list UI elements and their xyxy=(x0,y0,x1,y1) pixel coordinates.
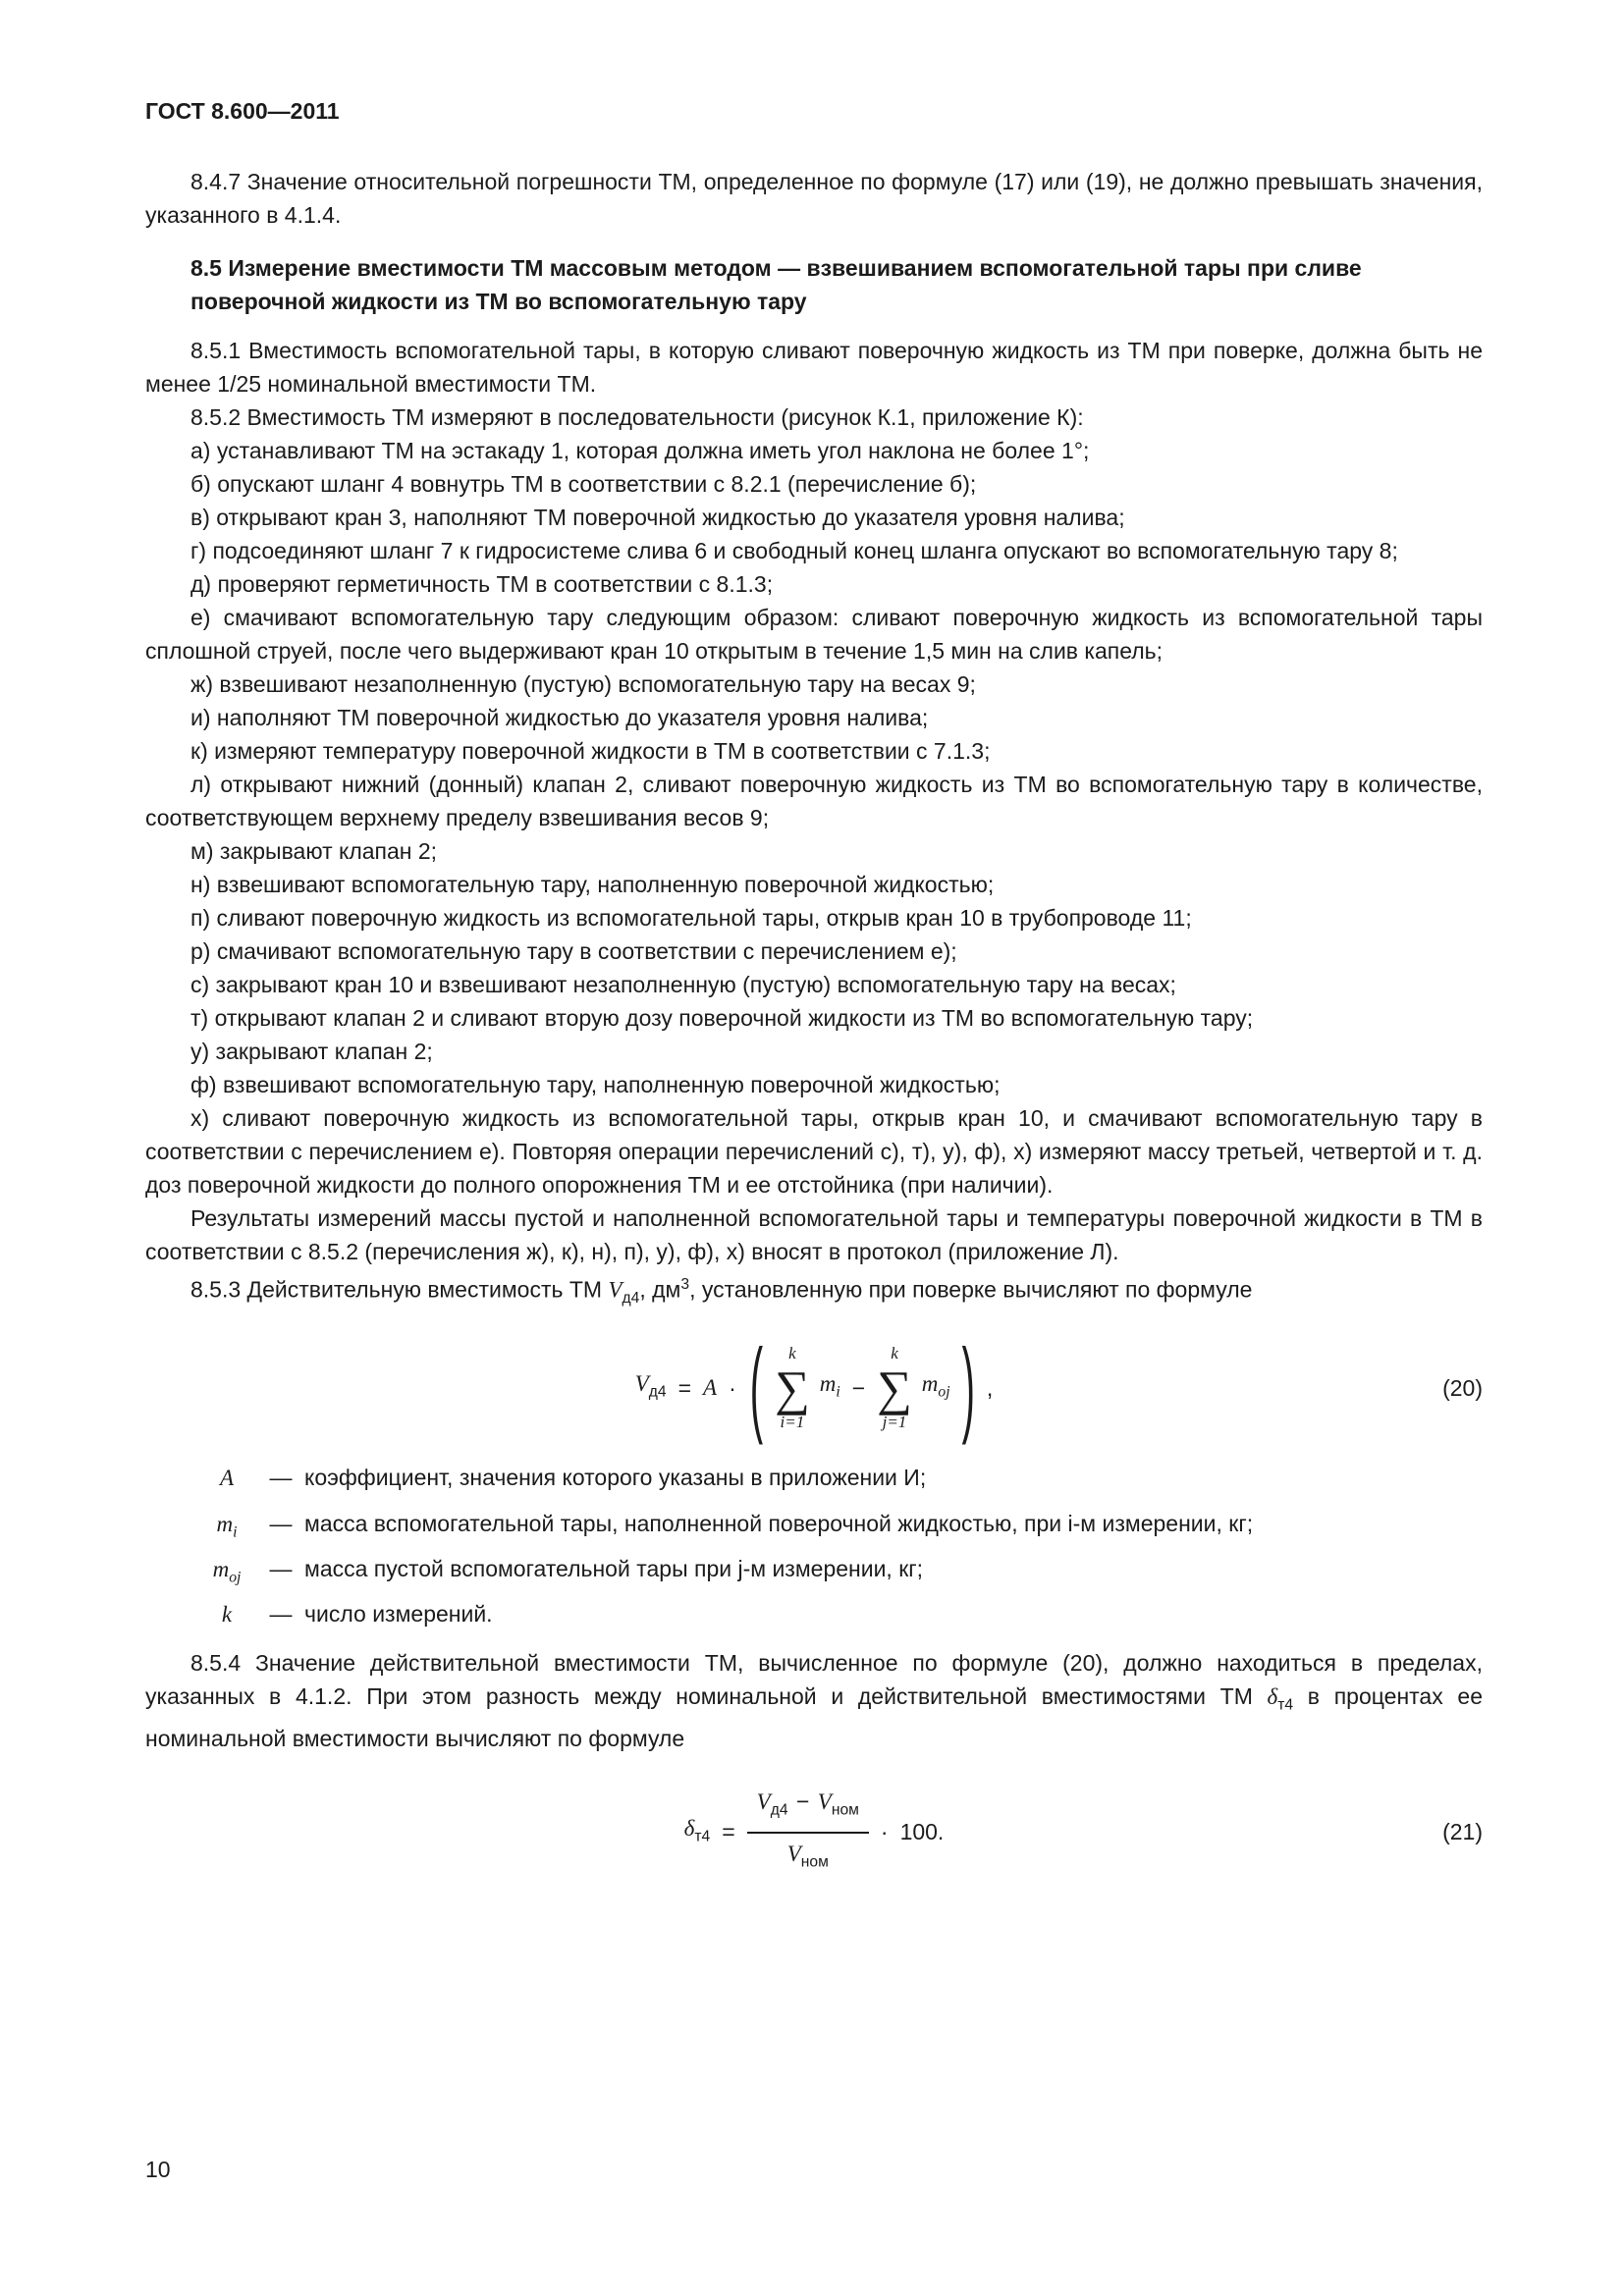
where-term xyxy=(196,1507,257,1549)
list-item-d: д) проверяют герметичность ТМ в соответствии с 8.1.3; xyxy=(190,571,774,597)
list-item-p: п) сливают поверочную жидкость из вспомогательной тары, открыв кран 10 в трубопроводе 11; xyxy=(190,905,1192,931)
math-variable-m: m xyxy=(212,1557,230,1581)
list-item-u: у) закрывают клапан 2; xyxy=(190,1039,433,1064)
list-item-t: т) открывают клапан 2 и сливают вторую дозу поверочной жидкости из ТМ во вспомогательную тару; xyxy=(190,1005,1254,1031)
subscript-t4: т4 xyxy=(694,1828,711,1845)
math-variable-v: V xyxy=(786,1841,801,1866)
math-variable-v: V xyxy=(634,1371,649,1397)
sum-lower-limit: j=1 xyxy=(882,1413,907,1432)
list-item-a: а) устанавливают ТМ на эстакаду 1, которая должна иметь угол наклона не более 1°; xyxy=(190,438,1090,463)
list-item-f: ф) взвешивают вспомогательную тару, наполненную поверочной жидкостью; xyxy=(190,1072,1001,1097)
sigma-symbol: ∑ xyxy=(775,1361,810,1416)
paragraph-8-5-4 xyxy=(145,1646,1483,1755)
dash: — xyxy=(269,1556,293,1581)
formula-21 xyxy=(145,1785,1483,1879)
where-definitions xyxy=(145,1461,1483,1640)
paragraph-8-5-4-text2: в процентах ее номинальной вместимости вычисляют по формуле xyxy=(145,1682,1483,1752)
math-variable-delta: δ xyxy=(683,1815,695,1841)
document-page xyxy=(145,94,1483,1908)
where-term xyxy=(196,1461,257,1503)
paragraph-8-5-4-text: 8.5.4 Значение действительной вместимости ТМ, вычисленное по формуле (20), должно находиться в пределах, указанных в 4.1.2. При этом разность между номинальной и действительной вместимостями ТМ xyxy=(145,1649,1483,1709)
list-item-h: х) сливают поверочную жидкость из вспомогательной тары, открыв кран 10, и смачивают вспомогательную тару в соответствии с перечислением е). Повторяя операции перечислений с), т), у), ф), х) измеряют массу третьей, четвертой и т. д. доз поверочной жидкости до полного опорожнения ТМ и ее отстойника (при наличии). xyxy=(145,1105,1483,1198)
math-variable-v: V xyxy=(756,1789,771,1815)
summation-2 xyxy=(877,1345,912,1431)
where-row xyxy=(145,1597,1483,1639)
subscript-nom: ном xyxy=(800,1853,829,1871)
where-description: масса пустой вспомогательной тары при j-м измерении, кг; xyxy=(304,1556,924,1581)
list-item-v: в) открывают кран 3, наполняют ТМ поверочной жидкостью до указателя уровня налива; xyxy=(190,505,1125,530)
equals-sign: = xyxy=(677,1375,692,1402)
section-heading-8-5: 8.5 Измерение вместимости ТМ массовым методом — взвешиванием вспомогательной тары при сливе поверочной жидкости из ТМ во вспомогательную тару xyxy=(190,255,1362,314)
equation-number-21: (21) xyxy=(1442,1819,1483,1845)
list-item-s: с) закрывают кран 10 и взвешивают незаполненную (пустую) вспомогательную тару на весах; xyxy=(190,972,1176,997)
list-item-e: е) смачивают вспомогательную тару следующим образом: сливают поверочную жидкость из вспомогательной тары сплошной струей, после чего выдерживают кран 10 открытым в течение 1,5 мин на слив капель; xyxy=(145,605,1483,664)
multiply-dot: · xyxy=(880,1819,889,1845)
paragraph-8-5-3-text3: , установленную при поверке вычисляют по формуле xyxy=(689,1276,1253,1303)
subscript-oj: oj xyxy=(229,1569,242,1586)
equation-number-20: (20) xyxy=(1442,1375,1483,1402)
multiply-dot: · xyxy=(729,1375,736,1402)
formula-21-lhs xyxy=(684,1811,711,1853)
sum-upper-limit: k xyxy=(788,1344,796,1363)
where-description: коэффициент, значения которого указаны в приложении И; xyxy=(304,1465,927,1491)
where-row xyxy=(145,1461,1483,1503)
subscript-d4: д4 xyxy=(622,1290,640,1308)
formula-20-lhs xyxy=(635,1366,667,1409)
math-variable-m: m xyxy=(921,1371,939,1397)
paragraph-8-5-2: 8.5.2 Вместимость ТМ измеряют в последовательности (рисунок К.1, приложение К): xyxy=(190,404,1084,430)
math-variable-m: m xyxy=(819,1371,837,1397)
paragraph-8-5-3 xyxy=(145,1268,1483,1315)
paragraph-results: Результаты измерений массы пустой и наполненной вспомогательной тары и температуры поверочной жидкости в ТМ в соответствии с 8.5.2 (перечисления ж), к), н), п), у), ф), х) вносят в протокол (приложение Л). xyxy=(145,1205,1483,1264)
math-variable-v: V xyxy=(817,1789,832,1815)
list-item-r: р) смачивают вспомогательную тару в соответствии с перечислением е); xyxy=(190,938,957,964)
minus-sign: − xyxy=(851,1375,866,1402)
sigma-symbol: ∑ xyxy=(877,1361,912,1416)
paragraph-8-5-1: 8.5.1 Вместимость вспомогательной тары, в которую сливают поверочную жидкость из ТМ при поверке, должна быть не менее 1/25 номинальной вместимости ТМ. xyxy=(145,338,1483,397)
list-item-i: и) наполняют ТМ поверочной жидкостью до указателя уровня налива; xyxy=(190,705,929,730)
list-item-k: к) измеряют температуру поверочной жидкости в ТМ в соответствии с 7.1.3; xyxy=(190,738,991,764)
open-paren: ( xyxy=(749,1329,764,1447)
where-description: масса вспомогательной тары, наполненной поверочной жидкостью, при i-м измерении, кг; xyxy=(304,1510,1254,1536)
formula-20-comma: , xyxy=(986,1375,994,1402)
minus-sign: − xyxy=(795,1789,810,1815)
dash: — xyxy=(269,1601,293,1628)
subscript-t4: т4 xyxy=(1277,1696,1294,1714)
formula-20 xyxy=(145,1329,1483,1447)
paragraph-8-5-3-text2: , дм xyxy=(639,1276,681,1303)
formula-21-body xyxy=(234,1785,1394,1879)
sum-upper-limit: k xyxy=(891,1344,898,1363)
paragraph-8-4-7: 8.4.7 Значение относительной погрешности ТМ, определенное по формуле (17) или (19), не должно превышать значения, указанного в 4.1.4. xyxy=(145,169,1483,228)
where-row xyxy=(145,1507,1483,1549)
sum-lower-limit: i=1 xyxy=(780,1413,805,1432)
math-variable-m: m xyxy=(216,1511,234,1536)
formula-21-factor: 100. xyxy=(899,1819,945,1845)
formula-20-term2 xyxy=(922,1366,950,1409)
where-row xyxy=(145,1552,1483,1594)
fraction xyxy=(747,1785,869,1879)
math-variable-v: V xyxy=(608,1277,623,1303)
list-item-l: л) открывают нижний (донный) клапан 2, сливают поверочную жидкость из ТМ во вспомогательную тару в количестве, соответствующем верхнему пределу взвешивания весов 9; xyxy=(145,772,1483,830)
subscript-nom: ном xyxy=(831,1801,859,1819)
where-term xyxy=(196,1597,257,1639)
dash: — xyxy=(269,1510,293,1536)
subscript-d4: д4 xyxy=(648,1383,667,1401)
superscript-3: 3 xyxy=(680,1276,690,1293)
page-number: 10 xyxy=(145,2157,171,2182)
list-item-m: м) закрывают клапан 2; xyxy=(190,838,438,864)
list-item-g: г) подсоединяют шланг 7 к гидросистеме слива 6 и свободный конец шланга опускают во вспомогательную тару 8; xyxy=(190,538,1398,563)
where-term xyxy=(196,1552,257,1594)
formula-20-term1 xyxy=(820,1366,840,1409)
paragraph-8-5-3-text: 8.5.3 Действительную вместимость ТМ xyxy=(190,1276,609,1303)
formula-20-body xyxy=(234,1329,1394,1447)
math-variable-a: A xyxy=(219,1466,235,1491)
close-paren: ) xyxy=(961,1329,975,1447)
equals-sign: = xyxy=(722,1819,735,1845)
summation-1 xyxy=(775,1345,810,1431)
list-item-b: б) опускают шланг 4 вовнутрь ТМ в соответствии с 8.2.1 (перечисление б); xyxy=(190,471,977,497)
where-description: число измерений. xyxy=(304,1601,493,1628)
document-header: ГОСТ 8.600—2011 xyxy=(145,98,340,124)
math-variable-delta: δ xyxy=(1267,1683,1278,1709)
subscript-d4: д4 xyxy=(770,1801,788,1819)
list-item-zh: ж) взвешивают незаполненную (пустую) вспомогательную тару на весах 9; xyxy=(190,671,976,697)
list-item-n: н) взвешивают вспомогательную тару, наполненную поверочной жидкостью; xyxy=(190,872,995,897)
fraction-numerator xyxy=(747,1785,869,1833)
subscript-i: i xyxy=(233,1523,238,1540)
subscript-i: i xyxy=(836,1383,840,1401)
subscript-oj: oj xyxy=(938,1383,950,1401)
math-variable-k: k xyxy=(221,1602,233,1628)
fraction-denominator xyxy=(787,1834,829,1879)
math-variable-a: A xyxy=(703,1375,718,1401)
dash: — xyxy=(269,1465,293,1491)
